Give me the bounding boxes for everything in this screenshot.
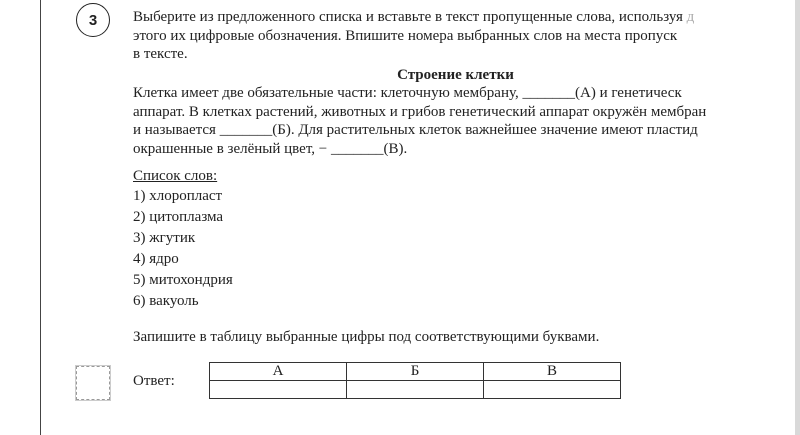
word-list-item: 6) вакуоль (133, 292, 199, 309)
instruction-line-1-text: Выберите из предложенного списка и вставьте в текст пропущенные слова, используя (133, 9, 683, 25)
instruction-line-2: этого их цифровые обозначения. Впишите номера выбранных слов на места пропуск (133, 27, 678, 44)
instruction-line-1 (133, 8, 795, 27)
answer-column-header-b: Б (347, 363, 484, 381)
instruction-line-3: в тексте. (133, 46, 188, 62)
answer-column-header-a: А (210, 363, 347, 381)
answer-cell-b[interactable] (347, 381, 484, 399)
text-line-4: окрашенные в зелёный цвет, − _______(В). (133, 140, 408, 157)
word-list-item: 3) жгутик (133, 229, 196, 246)
question-number: 3 (88, 11, 98, 29)
answer-cell-a[interactable] (210, 381, 347, 399)
text-title: Строение клетки (397, 66, 514, 83)
instruction-line-1-cut: д (686, 9, 695, 25)
word-list-item: 4) ядро (133, 250, 179, 267)
answer-column-header-v: В (484, 363, 621, 381)
text-line-3: и называется _______(Б). Для растительных клеток важнейшее значение имеют пластид (133, 122, 698, 138)
question-number-badge (76, 3, 110, 37)
page-right-edge (795, 0, 800, 435)
question-content (133, 8, 795, 312)
word-list-title: Список слов: (133, 168, 218, 184)
left-margin-rule (40, 0, 41, 435)
answer-label: Ответ: (133, 373, 175, 389)
answer-table-header-row (210, 363, 621, 381)
score-box[interactable] (76, 366, 110, 400)
word-list-item: 5) митохондрия (133, 271, 233, 288)
word-list-item: 2) цитоплазма (133, 208, 224, 225)
text-line-1: Клетка имеет две обязательные части: клеточную мембрану, _______(А) и генетическ (133, 85, 682, 101)
answer-instruction: Запишите в таблицу выбранные цифры под соответствующими буквами. (133, 329, 600, 345)
text-line-2: аппарат. В клетках растений, животных и грибов генетический аппарат окружён мембран (133, 103, 707, 120)
answer-table-input-row (210, 381, 621, 399)
answer-table (209, 362, 621, 399)
answer-cell-v[interactable] (484, 381, 621, 399)
word-list-item: 1) хлоропласт (133, 187, 223, 204)
